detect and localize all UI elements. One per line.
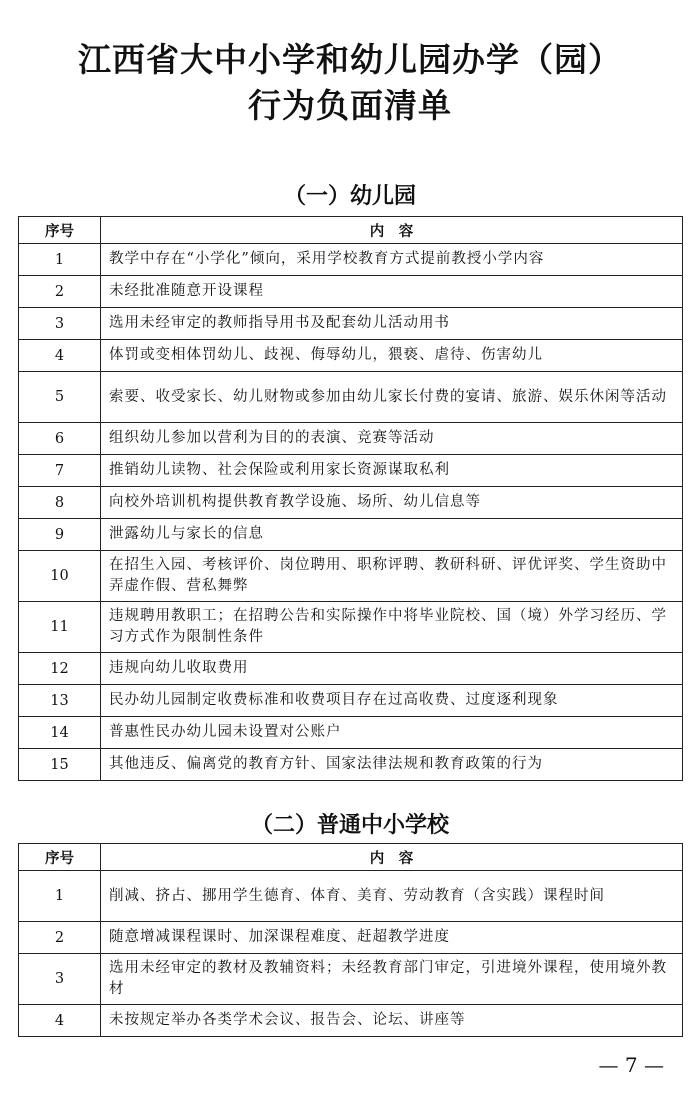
page-number: — 7 — <box>598 1053 664 1077</box>
table-row <box>19 423 683 455</box>
table-row <box>19 1005 683 1037</box>
row-number: 1 <box>19 244 101 276</box>
table-row <box>19 954 683 1005</box>
row-content: 组织幼儿参加以营利为目的的表演、竞赛等活动 <box>101 423 683 455</box>
document-title-line2: 行为负面清单 <box>248 86 452 125</box>
row-number: 7 <box>19 455 101 487</box>
row-number: 9 <box>19 519 101 551</box>
table-row <box>19 487 683 519</box>
column-header-content: 内 容 <box>101 844 683 871</box>
row-content: 未经批准随意开设课程 <box>101 276 683 308</box>
row-content: 教学中存在“小学化”倾向，采用学校教育方式提前教授小学内容 <box>101 244 683 276</box>
table-row <box>19 455 683 487</box>
row-content: 选用未经审定的教师指导用书及配套幼儿活动用书 <box>101 308 683 340</box>
row-content: 其他违反、偏离党的教育方针、国家法律法规和教育政策的行为 <box>101 749 683 781</box>
section-heading-kindergarten: （一）幼儿园 <box>283 184 416 209</box>
table-header-row <box>19 217 683 244</box>
row-content: 普惠性民办幼儿园未设置对公账户 <box>101 717 683 749</box>
column-header-content: 内 容 <box>101 217 683 244</box>
schools-table <box>18 843 683 1037</box>
row-content: 未按规定举办各类学术会议、报告会、论坛、讲座等 <box>101 1005 683 1037</box>
row-number: 1 <box>19 871 101 922</box>
row-content: 选用未经审定的教材及教辅资料；未经教育部门审定，引进境外课程，使用境外教材 <box>101 954 683 1005</box>
table-row <box>19 244 683 276</box>
row-number: 4 <box>19 1005 101 1037</box>
row-content: 索要、收受家长、幼儿财物或参加由幼儿家长付费的宴请、旅游、娱乐休闲等活动 <box>101 372 683 423</box>
document-title-line1: 江西省大中小学和幼儿园办学（园） <box>78 40 622 79</box>
row-content: 削减、挤占、挪用学生德育、体育、美育、劳动教育（含实践）课程时间 <box>101 871 683 922</box>
row-content: 体罚或变相体罚幼儿、歧视、侮辱幼儿，猥亵、虐待、伤害幼儿 <box>101 340 683 372</box>
table-row <box>19 602 683 653</box>
row-number: 6 <box>19 423 101 455</box>
row-number: 3 <box>19 308 101 340</box>
row-number: 2 <box>19 922 101 954</box>
row-number: 4 <box>19 340 101 372</box>
row-number: 2 <box>19 276 101 308</box>
column-header-number: 序号 <box>19 844 101 871</box>
table-row <box>19 372 683 423</box>
table-row <box>19 653 683 685</box>
row-number: 13 <box>19 685 101 717</box>
table-row <box>19 685 683 717</box>
kindergarten-table <box>18 216 683 781</box>
row-content: 推销幼儿读物、社会保险或利用家长资源谋取私利 <box>101 455 683 487</box>
row-number: 8 <box>19 487 101 519</box>
table-row <box>19 519 683 551</box>
table-row <box>19 276 683 308</box>
table-row <box>19 871 683 922</box>
table-row <box>19 551 683 602</box>
row-number: 11 <box>19 602 101 653</box>
row-number: 14 <box>19 717 101 749</box>
row-number: 10 <box>19 551 101 602</box>
row-content: 随意增减课程课时、加深课程难度、赶超教学进度 <box>101 922 683 954</box>
row-number: 3 <box>19 954 101 1005</box>
row-content: 违规聘用教职工；在招聘公告和实际操作中将毕业院校、国（境）外学习经历、学习方式作为限制性条件 <box>101 602 683 653</box>
table-row <box>19 308 683 340</box>
row-number: 12 <box>19 653 101 685</box>
table-row <box>19 749 683 781</box>
row-content: 在招生入园、考核评价、岗位聘用、职称评聘、教研科研、评优评奖、学生资助中弄虚作假、营私舞弊 <box>101 551 683 602</box>
table-row <box>19 922 683 954</box>
row-content: 泄露幼儿与家长的信息 <box>101 519 683 551</box>
section-heading-schools: （二）普通中小学校 <box>250 813 449 838</box>
row-content: 向校外培训机构提供教育教学设施、场所、幼儿信息等 <box>101 487 683 519</box>
table-row <box>19 340 683 372</box>
row-content: 违规向幼儿收取费用 <box>101 653 683 685</box>
row-number: 5 <box>19 372 101 423</box>
row-number: 15 <box>19 749 101 781</box>
row-content: 民办幼儿园制定收费标准和收费项目存在过高收费、过度逐利现象 <box>101 685 683 717</box>
table-row <box>19 717 683 749</box>
table-header-row <box>19 844 683 871</box>
column-header-number: 序号 <box>19 217 101 244</box>
